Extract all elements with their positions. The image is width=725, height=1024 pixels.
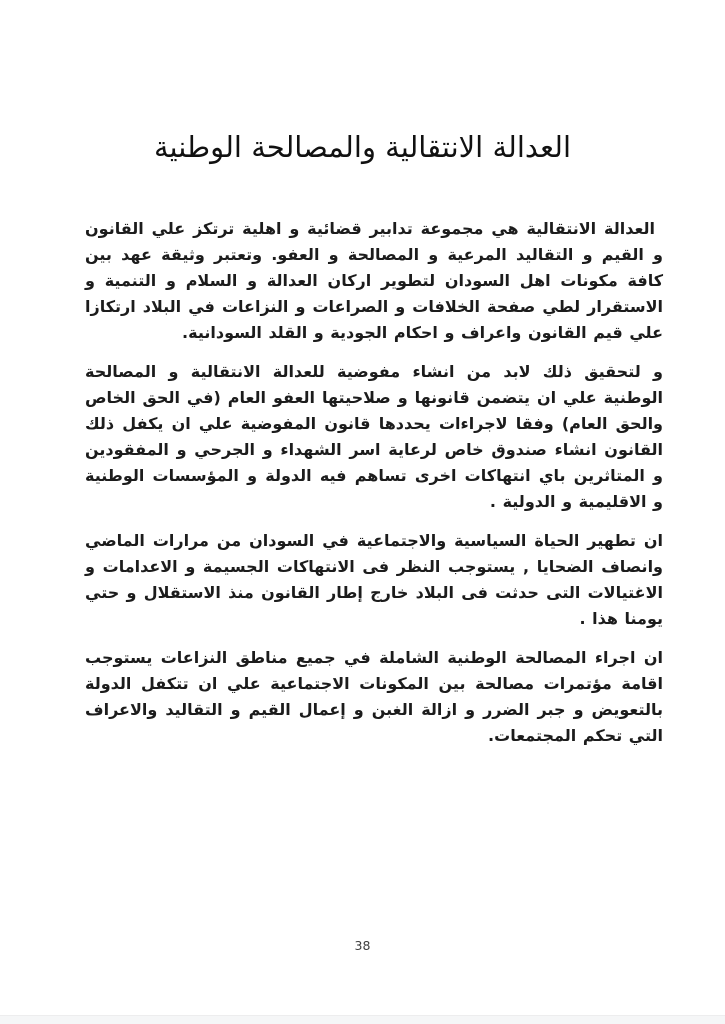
paragraph-reconciliation-conferences: ان اجراء المصالحة الوطنية الشاملة في جميع مناطق النزاعات يستوجب اقامة مؤتمرات مصالحة بين المكونات الاجتماعية علي ان تتكفل الدولة بالتعويض و جبر الضرر و ازالة الغبن و إعمال القيم و التقاليد والاعراف التي تحكم المجتمعات. [85, 648, 663, 745]
paragraph-purification: ان تطهير الحياة السياسية والاجتماعية في السودان من مرارات الماضي وانصاف الضحايا , يستوجب النظر فى الانتهاكات الجسيمة و الاعدامات و الاغتيالات التى حدثت فى البلاد خارج إطار القانون منذ الاستقلال و حتي يومنا هذا . [85, 531, 663, 628]
page-number: 38 [354, 938, 371, 953]
paragraph-intro-definition: العدالة الانتقالية هي مجموعة تدابير قضائية و اهلية ترتكز علي القانون و القيم و التقاليد المرعية و المصالحة و العفو. وتعتبر وثيقة عهد بين كافة مكونات اهل السودان لتطوير اركان العدالة و السلام و التنمية و الاستقرار لطي صفحة الخلافات و الصراعات و النزاعات في البلاد ارتكازا علي قيم القانون واعراف و احكام الجودية و القلد السودانية. [85, 219, 663, 342]
paragraph-commission: و لتحقيق ذلك لابد من انشاء مفوضية للعدالة الانتقالية و المصالحة الوطنية علي ان يتضمن قانونها و صلاحيتها العفو العام (في الحق الخاص والحق العام) وفقا لاجراءات يحددها قانون المفوضية علي ان يكفل ذلك القانون انشاء صندوق خاص لرعاية اسر الشهداء و الجرحي و المفقودين و المتاثرين باي انتهاكات اخرى تساهم فيه الدولة و المؤسسات الوطنية و الاقليمية و الدولية . [85, 362, 663, 511]
bottom-edge-strip [0, 1015, 725, 1024]
page-title: العدالة الانتقالية والمصالحة الوطنية [153, 130, 572, 164]
document-body [85, 216, 663, 762]
